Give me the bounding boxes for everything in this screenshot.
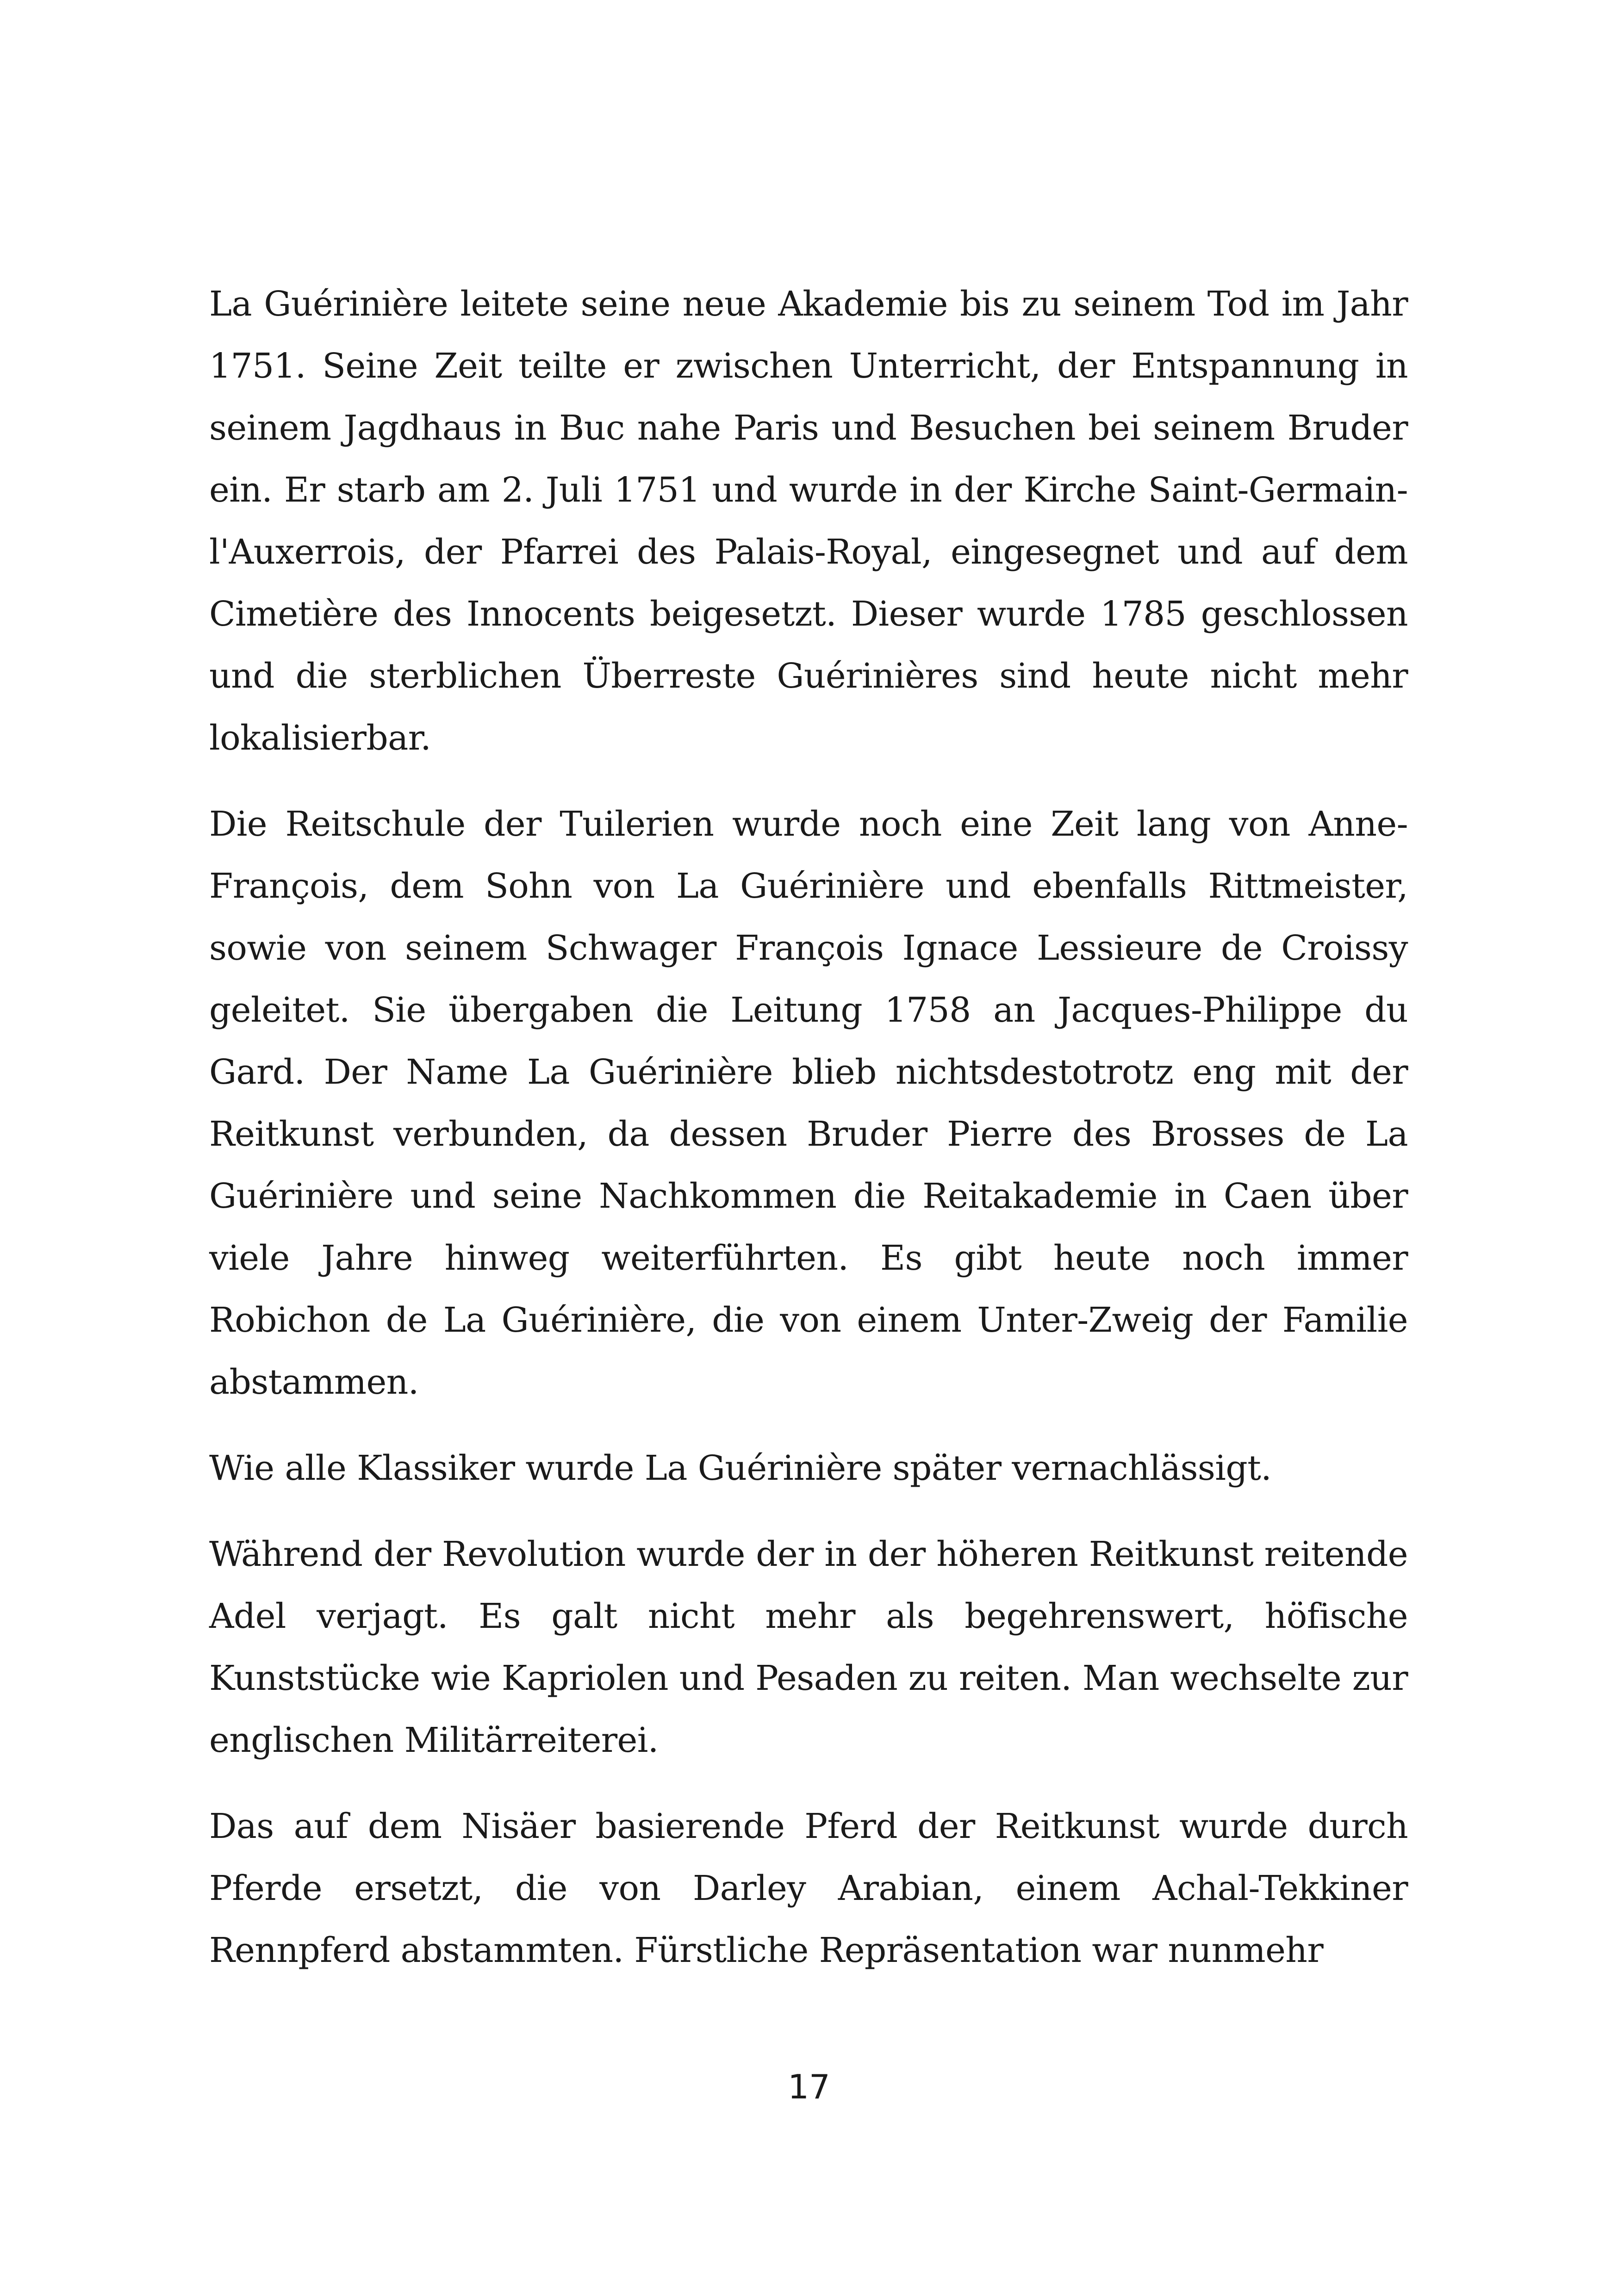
paragraph-revolution: Während der Revolution wurde der in der höheren Reitkunst reitende Adel verjagt. Es galt nicht mehr als begehrenswert, höfische Kunststücke wie Kapriolen und Pesaden zu reiten. Man wechselte zur englischen Militärreiterei. [209,1534,1408,1760]
body-text [209,273,1408,2005]
paragraph-tuileries-riding-school: Die Reitschule der Tuilerien wurde noch eine Zeit lang von Anne-François, dem Sohn von La Guérinière und ebenfalls Rittmeister, sowie von seinem Schwager François Ignace Lessieure de Croissy geleitet. Sie übergaben die Leitung 1758 an Jacques-Philippe du Gard. Der Name La Guérinière blieb nichtsdestotrotz eng mit der Reitkunst verbunden, da dessen Bruder Pierre des Brosses de La Guérinière und seine Nachkommen die Reitakademie in Caen über viele Jahre hinweg weiterführten. Es gibt heute noch immer Robichon de La Guérinière, die von einem Unter-Zweig der Familie abstammen. [209,804,1408,1402]
paragraph-classics-neglected: Wie alle Klassiker wurde La Guérinière später vernachlässigt. [209,1448,1272,1488]
paragraph-death-of-la-gueriniere: La Guérinière leitete seine neue Akademie bis zu seinem Tod im Jahr 1751. Seine Zeit teilte er zwischen Unterricht, der Entspannung in seinem Jagdhaus in Buc nahe Paris und Besuchen bei seinem Bruder ein. Er starb am 2. Juli 1751 und wurde in der Kirche Saint-Germain-l'Auxerrois, der Pfarrei des Palais-Royal, eingesegnet und auf dem Cimetière des Innocents beigesetzt. Dieser wurde 1785 geschlossen und die sterblichen Überreste Guérinières sind heute nicht mehr lokalisierbar. [209,284,1408,758]
page-number: 17 [788,2067,830,2106]
paragraph-horse-breeding: Das auf dem Nisäer basierende Pferd der Reitkunst wurde durch Pferde ersetzt, die von Darley Arabian, einem Achal-Tekkiner Rennpferd abstammten. Fürstliche Repräsentation war nunmehr [209,1806,1408,1970]
